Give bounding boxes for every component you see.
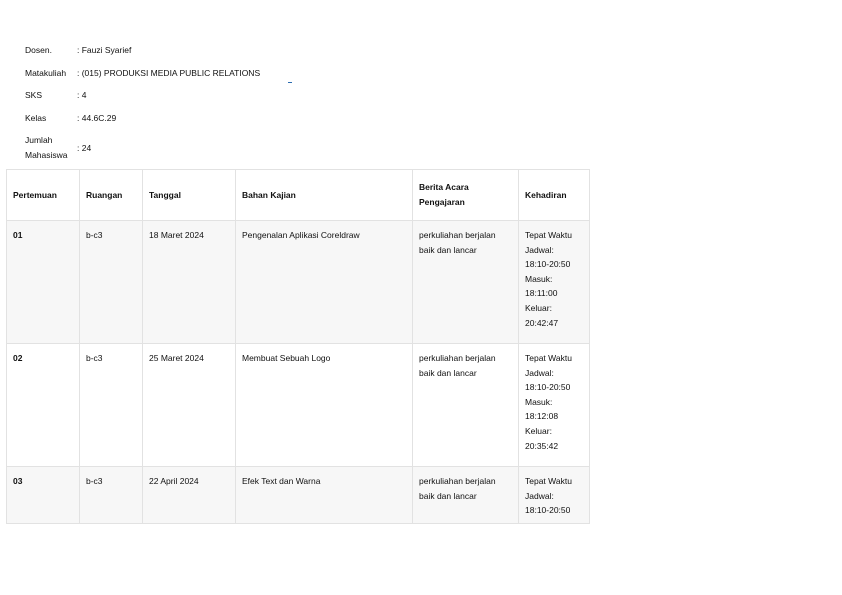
kehadiran-jadwal-label: Jadwal:	[525, 367, 554, 378]
matakuliah-value: : (015) PRODUKSI MEDIA PUBLIC RELATIONS	[77, 68, 261, 78]
kehadiran-masuk-label: Masuk:	[525, 396, 553, 407]
cell-pertemuan: 01	[7, 221, 80, 344]
dosen-label: Dosen.	[25, 45, 52, 55]
cell-berita: perkuliahan berjalan baik dan lancar	[413, 221, 519, 344]
cell-bahan: Membuat Sebuah Logo	[236, 344, 413, 467]
col-tanggal: Tanggal	[143, 170, 236, 221]
col-bahan-kajian: Bahan Kajian	[236, 170, 413, 221]
table-row	[7, 221, 590, 344]
matakuliah-label: Matakuliah	[25, 68, 67, 78]
link-marker[interactable]	[288, 82, 292, 83]
kehadiran-status: Tepat Waktu	[525, 230, 572, 240]
kehadiran-status: Tepat Waktu	[525, 476, 572, 486]
kehadiran-masuk: 18:12:08	[525, 411, 559, 422]
kehadiran-keluar: 20:42:47	[525, 317, 559, 328]
kehadiran-jadwal-label: Jadwal:	[525, 244, 554, 255]
kelas-value: : 44.6C.29	[77, 113, 117, 123]
kehadiran-jadwal: 18:10-20:50	[525, 259, 571, 270]
cell-bahan: Efek Text dan Warna	[236, 467, 413, 524]
cell-berita: perkuliahan berjalan baik dan lancar	[413, 467, 519, 524]
kehadiran-keluar-label: Keluar:	[525, 425, 552, 436]
jumlah-value: : 24	[77, 143, 92, 153]
kelas-label: Kelas	[25, 113, 47, 123]
jumlah-label-1: Jumlah	[25, 135, 53, 145]
dosen-value: : Fauzi Syarief	[77, 45, 132, 55]
cell-ruangan: b-c3	[80, 221, 143, 344]
sks-label: SKS	[25, 90, 43, 100]
jumlah-label-2: Mahasiswa	[25, 150, 68, 160]
cell-tanggal: 22 April 2024	[143, 467, 236, 524]
table-row	[7, 344, 590, 467]
kehadiran-keluar-label: Keluar:	[525, 302, 552, 313]
cell-kehadiran	[519, 467, 590, 524]
col-berita-acara	[413, 170, 519, 221]
kehadiran-status: Tepat Waktu	[525, 353, 572, 363]
kehadiran-jadwal: 18:10-20:50	[525, 505, 571, 516]
cell-berita: perkuliahan berjalan baik dan lancar	[413, 344, 519, 467]
kehadiran-jadwal: 18:10-20:50	[525, 382, 571, 393]
cell-bahan: Pengenalan Aplikasi Coreldraw	[236, 221, 413, 344]
cell-kehadiran	[519, 221, 590, 344]
cell-ruangan: b-c3	[80, 344, 143, 467]
col-pertemuan: Pertemuan	[7, 170, 80, 221]
cell-pertemuan: 03	[7, 467, 80, 524]
col-ruangan: Ruangan	[80, 170, 143, 221]
cell-tanggal: 25 Maret 2024	[143, 344, 236, 467]
col-kehadiran: Kehadiran	[519, 170, 590, 221]
kehadiran-keluar: 20:35:42	[525, 440, 559, 451]
cell-kehadiran	[519, 344, 590, 467]
kehadiran-masuk: 18:11:00	[525, 288, 558, 299]
cell-tanggal: 18 Maret 2024	[143, 221, 236, 344]
table-row	[7, 467, 590, 524]
table-header-row	[7, 170, 590, 221]
col-berita-line1: Berita Acara	[419, 182, 469, 192]
attendance-table	[6, 169, 590, 524]
sks-value: : 4	[77, 90, 87, 100]
kehadiran-jadwal-label: Jadwal:	[525, 490, 554, 501]
cell-pertemuan: 02	[7, 344, 80, 467]
col-berita-line2: Pengajaran	[419, 197, 465, 207]
cell-ruangan: b-c3	[80, 467, 143, 524]
kehadiran-masuk-label: Masuk:	[525, 273, 553, 284]
